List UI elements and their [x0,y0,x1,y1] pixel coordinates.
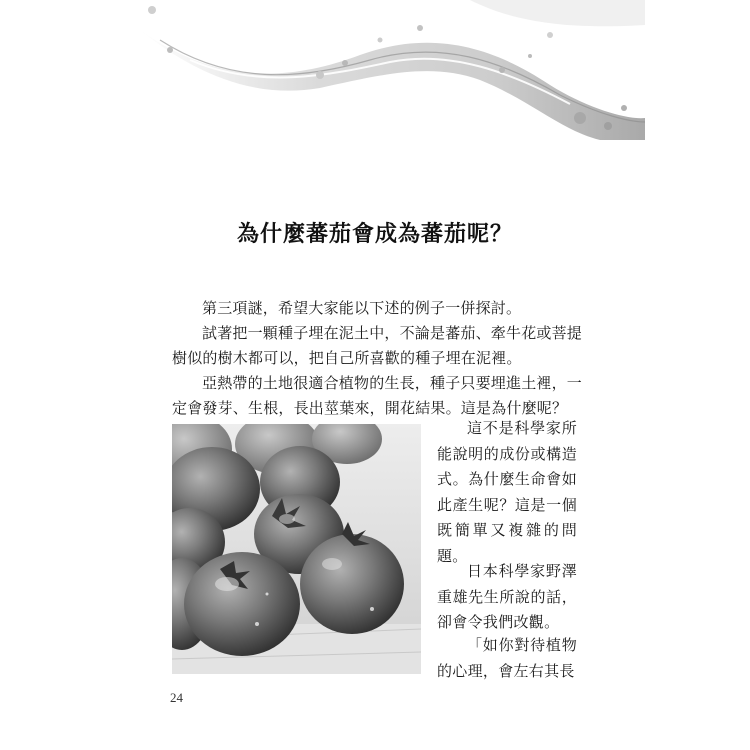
paragraph-3: 亞熱帶的土地很適合植物的生長，種子只要埋進土裡，一定會發芽、生根，長出莖葉來，開花結果。這是為什麼呢？ [172,374,583,417]
tomatoes-photo [172,424,421,674]
page-number: 24 [170,690,183,705]
water-splash-decoration [130,0,650,140]
paragraph-2: 試著把一顆種子埋在泥土中，不論是蕃茄、牽牛花或菩提樹似的樹木都可以，把自己所喜歡的種子埋在泥裡。 [172,324,583,367]
page-title: 為什麼蕃茄會成為蕃茄呢？ [236,221,513,247]
side-paragraph-2: 日本科學家野澤重雄先生所說的話，卻會令我們改觀。 [437,562,577,631]
paragraph-1: 第三項謎，希望大家能以下述的例子一併探討。 [202,299,522,317]
side-paragraph-3: 「如你對待植物的心理，會左右其長 [437,636,577,680]
side-paragraph-1: 這不是科學家所能說明的成份或構造式。為什麼生命會如此產生呢？這是一個既簡單又複雜的問題。 [437,419,577,565]
